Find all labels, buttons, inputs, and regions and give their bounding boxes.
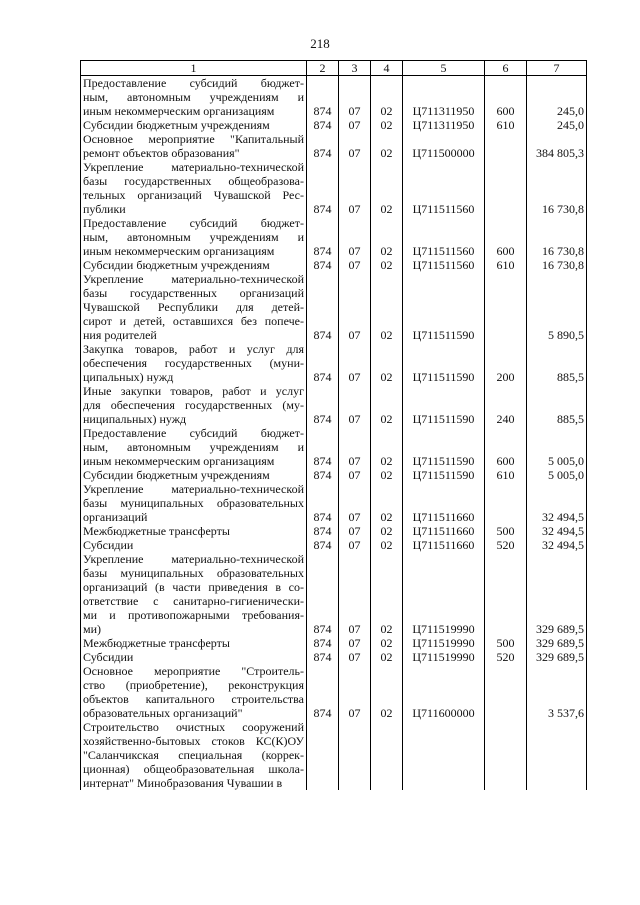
section-code (339, 720, 371, 790)
section-code: 07 (339, 272, 371, 342)
amount: 5 005,0 (527, 426, 587, 468)
amount: 5 005,0 (527, 468, 587, 482)
ministry-code: 874 (307, 482, 339, 524)
target-article-code: Ц711511660 (403, 482, 485, 524)
ministry-code: 874 (307, 76, 339, 119)
table-row (81, 342, 587, 384)
description-line: Межбюджетные трансферты (83, 524, 230, 538)
table-row (81, 426, 587, 468)
target-article-code: Ц711511660 (403, 524, 485, 538)
subsection-code: 02 (371, 426, 403, 468)
column-header-3: 3 (339, 61, 371, 76)
target-article-code: Ц711511590 (403, 272, 485, 342)
budget-table (80, 60, 587, 790)
description-line: для обеспечения государственных (му- (83, 398, 304, 412)
ministry-code: 874 (307, 524, 339, 538)
description-line: базы муниципальных образовательных (83, 496, 304, 510)
description-line: Межбюджетные трансферты (83, 636, 230, 650)
section-code: 07 (339, 76, 371, 119)
description-line: Основное мероприятие "Строитель- (83, 664, 304, 678)
amount: 16 730,8 (527, 216, 587, 258)
subsection-code: 02 (371, 636, 403, 650)
ministry-code: 874 (307, 650, 339, 664)
column-number-row (81, 61, 587, 76)
subsection-code: 02 (371, 384, 403, 426)
description-line: ство (приобретение), реконструкция (83, 678, 304, 692)
ministry-code: 874 (307, 342, 339, 384)
amount (527, 720, 587, 790)
row-description (81, 76, 307, 119)
description-line: Субсидии (83, 650, 134, 664)
target-article-code: Ц711511590 (403, 426, 485, 468)
amount: 16 730,8 (527, 160, 587, 216)
subsection-code: 02 (371, 272, 403, 342)
table-row (81, 76, 587, 119)
amount: 32 494,5 (527, 482, 587, 524)
row-description (81, 216, 307, 258)
target-article-code: Ц711519990 (403, 552, 485, 636)
ministry-code: 874 (307, 426, 339, 468)
amount: 384 805,3 (527, 132, 587, 160)
row-description (81, 552, 307, 636)
table-row (81, 552, 587, 636)
description-line: Субсидии бюджетным учреждениям (83, 118, 270, 132)
subsection-code: 02 (371, 118, 403, 132)
target-article-code: Ц711311950 (403, 118, 485, 132)
table-row (81, 216, 587, 258)
expense-type-code: 610 (485, 118, 527, 132)
ministry-code: 874 (307, 118, 339, 132)
description-line: объектов капитального строительства (83, 692, 304, 706)
expense-type-code (485, 132, 527, 160)
table-row (81, 636, 587, 650)
expense-type-code: 610 (485, 468, 527, 482)
subsection-code: 02 (371, 482, 403, 524)
description-line: Чувашской Республики для детей- (83, 300, 304, 314)
amount: 245,0 (527, 118, 587, 132)
subsection-code: 02 (371, 538, 403, 552)
ministry-code: 874 (307, 272, 339, 342)
table-row (81, 664, 587, 720)
ministry-code: 874 (307, 384, 339, 426)
target-article-code: Ц711511590 (403, 384, 485, 426)
description-line: ответствие с санитарно-гигиенически- (83, 594, 304, 608)
description-line: Основное мероприятие "Капитальный (83, 132, 304, 146)
section-code: 07 (339, 118, 371, 132)
description-line: организаций (в части приведения в со- (83, 580, 304, 594)
description-line: ми) (83, 622, 102, 636)
description-line: Субсидии бюджетным учреждениям (83, 468, 270, 482)
subsection-code: 02 (371, 160, 403, 216)
expense-type-code: 240 (485, 384, 527, 426)
description-line: Предоставление субсидий бюджет- (83, 426, 304, 440)
expense-type-code: 520 (485, 650, 527, 664)
section-code: 07 (339, 160, 371, 216)
subsection-code (371, 720, 403, 790)
amount: 3 537,6 (527, 664, 587, 720)
description-line: "Саланчикская специальная (коррек- (83, 748, 304, 762)
row-description (81, 468, 307, 482)
table-row (81, 650, 587, 664)
budget-rows (81, 76, 587, 791)
description-line: образовательных организаций" (83, 706, 243, 720)
row-description (81, 636, 307, 650)
expense-type-code: 610 (485, 258, 527, 272)
row-description (81, 272, 307, 342)
description-line: тельных организаций Чувашской Рес- (83, 188, 304, 202)
table-row (81, 118, 587, 132)
table-row (81, 524, 587, 538)
table-row (81, 160, 587, 216)
subsection-code: 02 (371, 76, 403, 119)
amount: 885,5 (527, 384, 587, 426)
expense-type-code (485, 482, 527, 524)
description-line: организаций (83, 510, 148, 524)
expense-type-code: 600 (485, 76, 527, 119)
expense-type-code (485, 552, 527, 636)
row-description (81, 384, 307, 426)
column-header-5: 5 (403, 61, 485, 76)
description-line: Закупка товаров, работ и услуг для (83, 342, 304, 356)
section-code: 07 (339, 664, 371, 720)
description-line: публики (83, 202, 126, 216)
description-line: Укрепление материально-технической (83, 160, 304, 174)
section-code: 07 (339, 132, 371, 160)
description-line: Укрепление материально-технической (83, 552, 304, 566)
row-description (81, 538, 307, 552)
page-number: 218 (310, 36, 330, 51)
description-line: иным некоммерческим организациям (83, 454, 275, 468)
table-row (81, 468, 587, 482)
description-line: Строительство очистных сооружений (83, 720, 304, 734)
row-description (81, 342, 307, 384)
table-row (81, 720, 587, 790)
table-row (81, 538, 587, 552)
ministry-code: 874 (307, 664, 339, 720)
description-line: ционная) общеобразовательная школа- (83, 762, 304, 776)
amount: 16 730,8 (527, 258, 587, 272)
section-code: 07 (339, 216, 371, 258)
section-code: 07 (339, 650, 371, 664)
table-row (81, 384, 587, 426)
table-row (81, 258, 587, 272)
description-line: Предоставление субсидий бюджет- (83, 76, 304, 90)
table-row (81, 482, 587, 524)
subsection-code: 02 (371, 216, 403, 258)
expense-type-code: 520 (485, 538, 527, 552)
row-description (81, 524, 307, 538)
target-article-code: Ц711511560 (403, 216, 485, 258)
target-article-code: Ц711511560 (403, 258, 485, 272)
expense-type-code (485, 160, 527, 216)
row-description (81, 160, 307, 216)
expense-type-code: 600 (485, 216, 527, 258)
amount: 329 689,5 (527, 552, 587, 636)
description-line: иным некоммерческим организациям (83, 244, 275, 258)
description-line: ремонт объектов образования" (83, 146, 240, 160)
description-line: интернат" Минобразования Чувашии в (83, 776, 283, 790)
section-code: 07 (339, 552, 371, 636)
description-line: ниципальных) нужд (83, 412, 187, 426)
ministry-code: 874 (307, 552, 339, 636)
description-line: ципальных) нужд (83, 370, 174, 384)
ministry-code: 874 (307, 132, 339, 160)
column-header-7: 7 (527, 61, 587, 76)
column-header-2: 2 (307, 61, 339, 76)
target-article-code: Ц711519990 (403, 636, 485, 650)
section-code: 07 (339, 342, 371, 384)
subsection-code: 02 (371, 468, 403, 482)
description-line: ния родителей (83, 328, 157, 342)
subsection-code: 02 (371, 342, 403, 384)
row-description (81, 664, 307, 720)
expense-type-code: 600 (485, 426, 527, 468)
expense-type-code (485, 664, 527, 720)
amount: 32 494,5 (527, 538, 587, 552)
row-description (81, 482, 307, 524)
amount: 329 689,5 (527, 650, 587, 664)
description-line: базы муниципальных образовательных (83, 566, 304, 580)
description-line: Укрепление материально-технической (83, 272, 304, 286)
amount: 329 689,5 (527, 636, 587, 650)
amount: 245,0 (527, 76, 587, 119)
description-line: Субсидии (83, 538, 134, 552)
ministry-code: 874 (307, 160, 339, 216)
description-line: Иные закупки товаров, работ и услуг (83, 384, 304, 398)
expense-type-code: 200 (485, 342, 527, 384)
expense-type-code (485, 272, 527, 342)
description-line: базы государственных организаций (83, 286, 304, 300)
description-line: Предоставление субсидий бюджет- (83, 216, 304, 230)
subsection-code: 02 (371, 524, 403, 538)
row-description (81, 118, 307, 132)
target-article-code (403, 720, 485, 790)
row-description (81, 650, 307, 664)
section-code: 07 (339, 468, 371, 482)
target-article-code: Ц711511560 (403, 160, 485, 216)
subsection-code: 02 (371, 258, 403, 272)
section-code: 07 (339, 258, 371, 272)
table-row (81, 272, 587, 342)
row-description (81, 720, 307, 790)
description-line: базы государственных общеобразова- (83, 174, 304, 188)
column-header-4: 4 (371, 61, 403, 76)
column-header-6: 6 (485, 61, 527, 76)
ministry-code: 874 (307, 468, 339, 482)
ministry-code: 874 (307, 636, 339, 650)
description-line: Субсидии бюджетным учреждениям (83, 258, 270, 272)
subsection-code: 02 (371, 132, 403, 160)
subsection-code: 02 (371, 664, 403, 720)
target-article-code: Ц711511590 (403, 342, 485, 384)
section-code: 07 (339, 524, 371, 538)
ministry-code: 874 (307, 538, 339, 552)
target-article-code: Ц711311950 (403, 76, 485, 119)
description-line: сирот и детей, оставшихся без попече- (83, 314, 304, 328)
ministry-code: 874 (307, 258, 339, 272)
description-line: ным, автономным учреждениям и (83, 440, 304, 454)
ministry-code: 874 (307, 216, 339, 258)
description-line: иным некоммерческим организациям (83, 104, 275, 118)
target-article-code: Ц711519990 (403, 650, 485, 664)
description-line: ми и противопожарными требования- (83, 608, 304, 622)
description-line: ным, автономным учреждениям и (83, 90, 304, 104)
row-description (81, 132, 307, 160)
expense-type-code: 500 (485, 636, 527, 650)
column-header-1: 1 (81, 61, 307, 76)
description-line: обеспечения государственных (муни- (83, 356, 304, 370)
description-line: хозяйственно-бытовых стоков КС(К)ОУ (83, 734, 304, 748)
expense-type-code: 500 (485, 524, 527, 538)
description-line: Укрепление материально-технической (83, 482, 304, 496)
section-code: 07 (339, 384, 371, 426)
section-code: 07 (339, 426, 371, 468)
expense-type-code (485, 720, 527, 790)
subsection-code: 02 (371, 650, 403, 664)
section-code: 07 (339, 636, 371, 650)
target-article-code: Ц711600000 (403, 664, 485, 720)
target-article-code: Ц711500000 (403, 132, 485, 160)
description-line: ным, автономным учреждениям и (83, 230, 304, 244)
section-code: 07 (339, 538, 371, 552)
amount: 885,5 (527, 342, 587, 384)
amount: 32 494,5 (527, 524, 587, 538)
amount: 5 890,5 (527, 272, 587, 342)
section-code: 07 (339, 482, 371, 524)
row-description (81, 258, 307, 272)
table-row (81, 132, 587, 160)
target-article-code: Ц711511590 (403, 468, 485, 482)
ministry-code (307, 720, 339, 790)
target-article-code: Ц711511660 (403, 538, 485, 552)
subsection-code: 02 (371, 552, 403, 636)
row-description (81, 426, 307, 468)
